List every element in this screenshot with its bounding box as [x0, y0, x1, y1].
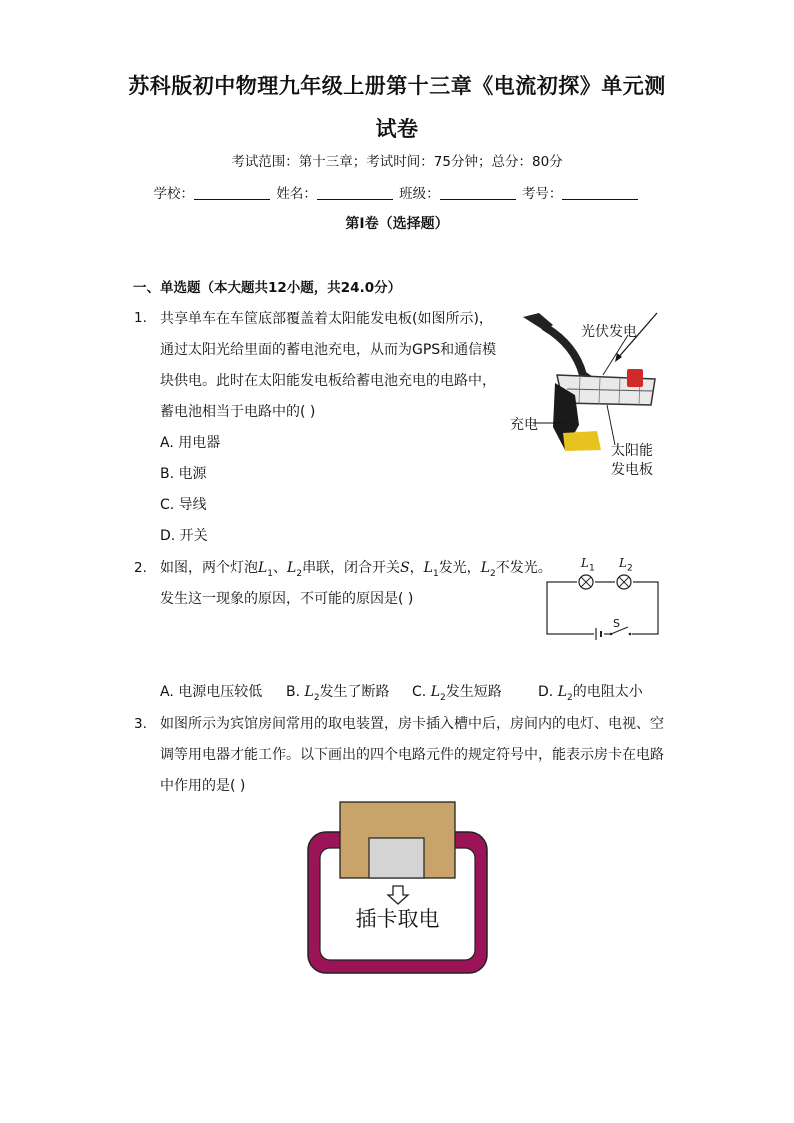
red-cup [627, 369, 643, 387]
class-blank[interactable] [440, 185, 516, 200]
question-1-line-3: 块供电。此时在太阳能发电板给蓄电池充电的电路中， [160, 373, 496, 389]
question-2-line-2: 发生这一现象的原因，不可能的原因是( ) [160, 591, 414, 607]
question-2-option-d[interactable]: D. $L_2$的电阻太小 [538, 684, 643, 703]
class-label: 班级： [399, 186, 440, 202]
question-3-line-1: 如图所示为宾馆房间常用的取电装置，房卡插入槽中后，房间内的电灯、电视、空 [160, 716, 664, 732]
question-3-line-2: 调等用电器才能工作。以下画出的四个电路元件的规定符号中，能表示房卡在电路 [160, 747, 664, 763]
wheel-hub [563, 431, 601, 451]
exam-number-blank[interactable] [562, 185, 638, 200]
student-info-row [0, 182, 794, 202]
question-1-line-4: 蓄电池相当于电路中的( ) [160, 404, 316, 420]
card-slot-figure [305, 800, 490, 977]
circuit-wire [547, 582, 658, 634]
circuit-label-l2: $L_2$ [619, 556, 633, 574]
circuit-label-s: S [613, 617, 620, 630]
question-1-line-1: 共享单车在车筐底部覆盖着太阳能发电板(如图所示)， [160, 311, 493, 327]
question-2-option-a[interactable]: A. 电源电压较低 [160, 684, 263, 700]
question-1-number: 1. [134, 310, 147, 326]
series-circuit-figure [540, 555, 665, 640]
circuit-label-l1: $L_1$ [581, 556, 595, 574]
question-1-line-2: 通过太阳光给里面的蓄电池充电，从而为GPS和通信模 [160, 342, 497, 358]
question-1-option-d[interactable]: D. 开关 [160, 528, 208, 544]
question-3-line-3: 中作用的是( ) [160, 778, 246, 794]
label-photovoltaic: 光伏发电 [581, 324, 637, 340]
label-solar-panel-1: 太阳能 [611, 443, 653, 459]
name-blank[interactable] [317, 185, 393, 200]
label-solar-panel-2: 发电板 [611, 462, 653, 478]
question-2-option-b[interactable]: B. $L_2$发生了断路 [286, 684, 390, 703]
volume-heading: 第I卷（选择题） [345, 216, 449, 232]
question-1-option-c[interactable]: C. 导线 [160, 497, 207, 513]
label-charging: 充电 [510, 417, 538, 433]
question-2-number: 2. [134, 560, 147, 576]
card-slot-label: 插卡取电 [355, 907, 440, 931]
question-2-option-c[interactable]: C. $L_2$发生短路 [412, 684, 502, 703]
exam-info: 考试范围：第十三章；考试时间：75分钟；总分：80分 [231, 154, 563, 170]
question-1-option-b[interactable]: B. 电源 [160, 466, 207, 482]
name-label: 姓名： [276, 186, 317, 202]
section-heading: 一、单选题（本大题共12小题，共24.0分） [133, 280, 402, 296]
question-3-number: 3. [134, 716, 147, 732]
document-title-line-2: 试卷 [375, 116, 419, 141]
school-blank[interactable] [194, 185, 270, 200]
question-2-line-1: 如图，两个灯泡$L_1$、$L_2$串联，闭合开关S，$L_1$发光，$L_2$不发光。 [160, 560, 552, 579]
document-title-line-1: 苏科版初中物理九年级上册第十三章《电流初探》单元测 [128, 73, 666, 98]
exam-number-label: 考号： [521, 186, 563, 202]
question-1-option-a[interactable]: A. 用电器 [160, 435, 221, 451]
school-label: 学校： [153, 186, 195, 202]
